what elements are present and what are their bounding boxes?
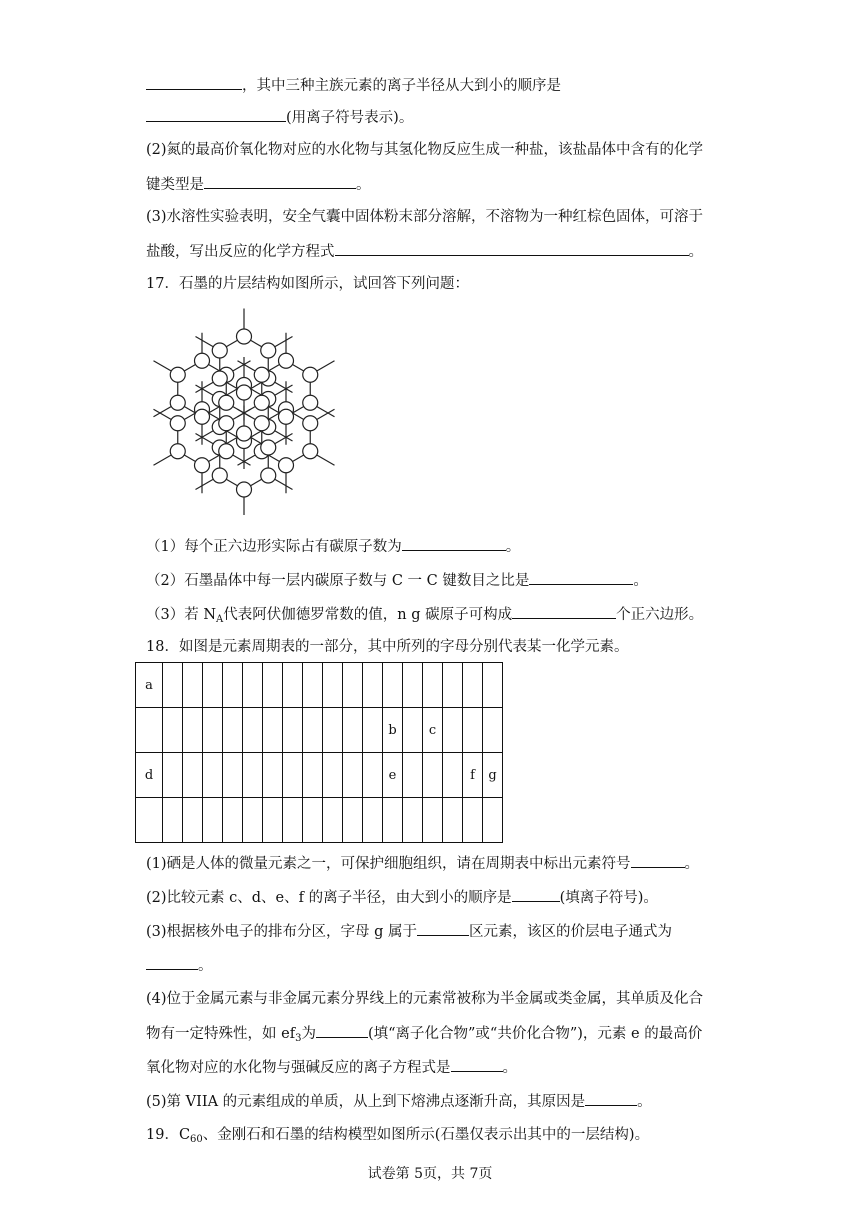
table-cell[interactable] [483,663,503,708]
table-cell[interactable] [136,798,163,843]
table-cell[interactable] [463,708,483,753]
carbon-atom [170,367,185,382]
subscript: A [216,614,224,625]
table-cell[interactable] [343,708,363,753]
table-cell[interactable] [183,663,203,708]
table-cell[interactable] [203,753,223,798]
text: 。 [688,244,703,260]
table-cell[interactable] [383,798,403,843]
table-cell[interactable] [343,753,363,798]
table-cell[interactable] [163,753,183,798]
table-cell[interactable] [443,708,463,753]
table-cell[interactable] [363,708,383,753]
table-row [136,708,503,753]
table-cell[interactable] [343,663,363,708]
table-cell[interactable] [243,663,263,708]
text: (填“离子化合物”或“共价化合物”)，元素 e 的最高价 [367,1026,703,1042]
text: 。 [356,177,371,193]
carbon-atom [219,395,234,410]
element-cell[interactable]: c [423,708,443,753]
table-row [136,753,503,798]
text: （3）若 N [146,607,217,623]
page-footer: 试卷第 5页，共 7页 [367,1166,493,1182]
table-cell[interactable] [223,708,243,753]
graphite-layer-diagram [140,305,340,515]
table-cell[interactable] [203,798,223,843]
q18-sub-2 [146,887,658,908]
table-cell[interactable] [263,708,283,753]
table-cell[interactable] [363,753,383,798]
carbon-atom [237,482,252,497]
element-cell[interactable]: a [136,663,163,708]
subscript: 3 [295,1033,302,1044]
element-cell[interactable]: g [483,753,503,798]
table-cell[interactable] [203,708,223,753]
carbon-atom [279,458,294,473]
table-cell[interactable] [423,663,443,708]
carbon-atom [261,440,276,455]
table-cell[interactable] [283,663,303,708]
q16-3-line-a: (3)水溶性实验表明，安全气囊中固体粉末部分溶解，不溶物为一种红棕色固体，可溶于 [146,209,704,225]
table-cell[interactable] [463,663,483,708]
table-cell[interactable] [403,708,423,753]
table-cell[interactable] [443,753,463,798]
table-cell[interactable] [403,798,423,843]
text: 个正六边形。 [616,607,704,623]
table-cell[interactable] [183,753,203,798]
answer-blank[interactable] [451,1057,503,1072]
text: 盐酸，写出反应的化学方程式 [146,244,335,260]
text: 。 [198,958,213,974]
q18-sub-5 [146,1091,652,1112]
element-cell[interactable]: f [463,753,483,798]
q18-sub-1 [146,853,699,874]
carbon-atom [195,353,210,368]
carbon-atom [237,329,252,344]
table-cell[interactable] [303,753,323,798]
text: 区元素，该区的价层电子通式为 [469,924,673,940]
table-cell[interactable] [443,663,463,708]
q16-line-1 [146,75,561,96]
table-cell[interactable] [263,753,283,798]
text: 氧化物对应的水化物与强碱反应的离子方程式是 [146,1060,451,1076]
carbon-atom [254,367,269,382]
carbon-atom [303,367,318,382]
table-cell[interactable] [223,753,243,798]
carbon-atom [237,385,252,400]
table-cell[interactable] [183,708,203,753]
text: (用离子符号表示)。 [286,110,414,126]
text: (填离子符号)。 [559,890,658,906]
table-cell[interactable] [323,708,343,753]
table-cell[interactable] [283,753,303,798]
q19-stem [146,1125,649,1150]
table-cell[interactable] [323,663,343,708]
q18-stem: 18．如图是元素周期表的一部分，其中所列的字母分别代表某一化学元素。 [146,639,629,655]
text: （2）石墨晶体中每一层内碳原子数与 C 一 C 键数目之比是 [146,573,530,589]
q18-sub-4c [146,1057,517,1078]
table-cell[interactable] [243,798,263,843]
carbon-atom [279,409,294,424]
table-cell[interactable] [136,708,163,753]
carbon-atom [303,416,318,431]
table-cell[interactable] [283,798,303,843]
table-cell[interactable] [263,663,283,708]
table-cell[interactable] [223,663,243,708]
text: 、金刚石和石墨的结构模型如图所示(石墨仅表示出其中的一层结构)。 [202,1127,650,1143]
text: 。 [502,1060,517,1076]
q16-3-line-b [146,241,703,262]
table-cell[interactable] [243,753,263,798]
text: 物有一定特殊性，如 ef [146,1026,296,1042]
carbon-atom [212,343,227,358]
table-cell[interactable] [323,753,343,798]
carbon-atom [195,458,210,473]
table-cell[interactable] [303,798,323,843]
answer-blank[interactable] [146,107,286,122]
table-cell[interactable] [323,798,343,843]
table-cell[interactable] [383,663,403,708]
carbon-atom [219,444,234,459]
carbon-atom [219,416,234,431]
answer-blank[interactable] [512,604,616,619]
text: 19．C [146,1127,191,1143]
table-cell[interactable] [363,798,383,843]
table-cell[interactable] [483,708,503,753]
carbon-atom [254,395,269,410]
text: 键类型是 [146,177,204,193]
table-cell[interactable] [343,798,363,843]
carbon-atom [170,395,185,410]
text: 为 [301,1026,316,1042]
carbon-atom [195,409,210,424]
table-cell[interactable] [243,708,263,753]
q16-2-line-b [146,174,371,195]
table-cell[interactable] [403,753,423,798]
table-cell[interactable] [163,663,183,708]
text: (1)硒是人体的微量元素之一，可保护细胞组织，请在周期表中标出元素符号 [146,856,631,872]
table-cell[interactable] [283,708,303,753]
carbon-atom [261,468,276,483]
table-cell[interactable] [303,663,323,708]
answer-blank[interactable] [316,1023,368,1038]
answer-blank[interactable] [512,887,560,902]
answer-blank[interactable] [585,1091,637,1106]
carbon-atom [279,353,294,368]
element-cell[interactable]: d [136,753,163,798]
q17-sub-1 [146,536,520,557]
table-cell[interactable] [203,663,223,708]
text: 。 [684,856,700,872]
table-cell[interactable] [423,753,443,798]
q18-sub-3b [146,955,213,976]
text: (5)第 VIIA 的元素组成的单质，从上到下熔沸点逐渐升高，其原因是 [146,1094,586,1110]
table-cell[interactable] [423,798,443,843]
answer-blank[interactable] [204,174,356,189]
q17-stem: 17．石墨的片层结构如图所示，试回答下列问题： [146,276,469,292]
periodic-table-fragment [135,662,503,843]
q16-2-line-a: (2)氮的最高价氧化物对应的水化物与其氢化物反应生成一种盐，该盐晶体中含有的化学 [146,142,704,158]
table-cell[interactable] [223,798,243,843]
table-cell[interactable] [403,663,423,708]
text: 。 [505,539,521,555]
q18-sub-4a: (4)位于金属元素与非金属元素分界线上的元素常被称为半金属或类金属，其单质及化合 [146,991,704,1007]
q16-line-2 [146,107,413,128]
table-cell[interactable] [263,798,283,843]
carbon-atom [303,395,318,410]
table-row [136,663,503,708]
table-cell[interactable] [463,798,483,843]
answer-blank[interactable] [335,241,689,256]
carbon-atom [237,426,252,441]
carbon-atom [170,444,185,459]
text: (2)比较元素 c、d、e、f 的离子半径，由大到小的顺序是 [146,890,512,906]
answer-blank[interactable] [529,570,633,585]
text: (3)根据核外电子的排布分区，字母 g 属于 [146,924,418,940]
carbon-atom [170,416,185,431]
carbon-atom [212,371,227,386]
table-cell[interactable] [303,708,323,753]
answer-blank[interactable] [417,921,469,936]
answer-blank[interactable] [146,955,198,970]
carbon-atom [212,468,227,483]
carbon-atom [254,416,269,431]
answer-blank[interactable] [146,75,242,90]
q18-sub-4b [146,1023,702,1049]
table-cell[interactable] [363,663,383,708]
q18-sub-3a [146,921,672,942]
q17-sub-2 [146,570,648,591]
table-cell[interactable] [483,798,503,843]
subscript: 60 [190,1134,203,1145]
answer-blank[interactable] [631,853,685,868]
element-cell[interactable]: e [383,753,403,798]
text: 。 [633,573,648,589]
element-cell[interactable]: b [383,708,403,753]
answer-blank[interactable] [402,536,506,551]
text: 代表阿伏伽德罗常数的值，n g 碳原子可构成 [223,607,513,623]
table-cell[interactable] [163,798,183,843]
table-cell[interactable] [183,798,203,843]
text: 。 [637,1094,652,1110]
carbon-atom [303,444,318,459]
q17-sub-3 [146,604,703,630]
table-cell[interactable] [163,708,183,753]
text: ，其中三种主族元素的离子半径从大到小的顺序是 [242,78,561,94]
carbon-atom [261,343,276,358]
table-row [136,798,503,843]
text: （1）每个正六边形实际占有碳原子数为 [146,539,402,555]
table-cell[interactable] [443,798,463,843]
